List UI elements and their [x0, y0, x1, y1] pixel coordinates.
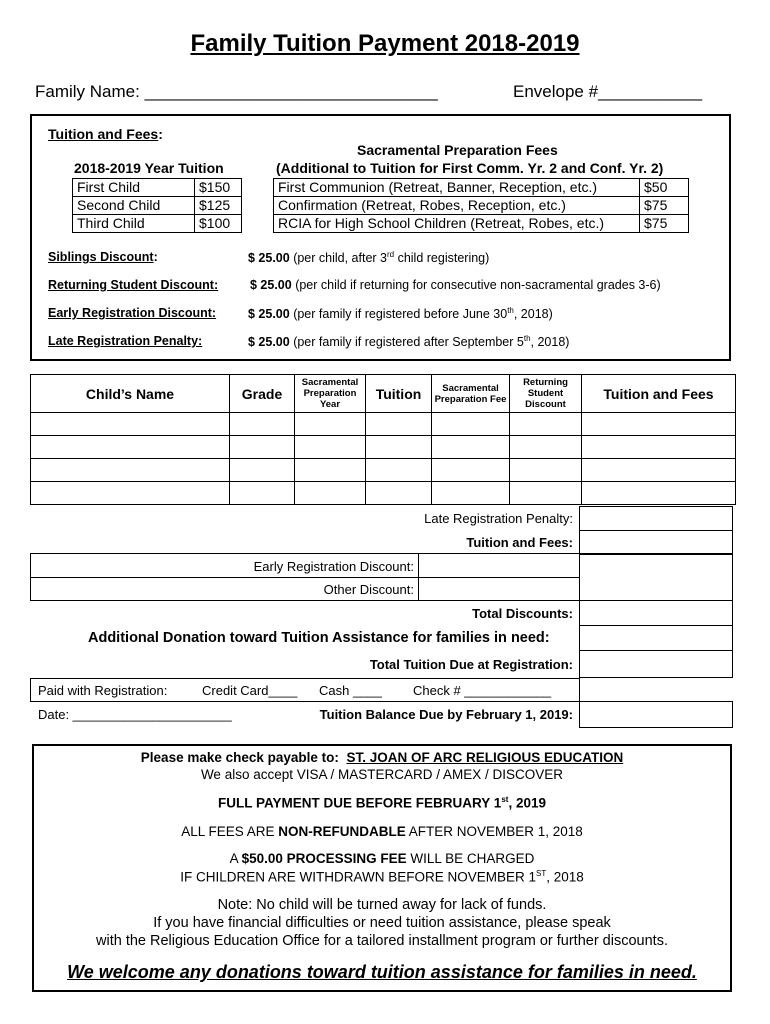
col-sac-year: Sacramental Preparation Year — [295, 375, 366, 413]
full-payment-due: FULL PAYMENT DUE BEFORE FEBRUARY 1st, 2019 — [218, 795, 546, 811]
paid-with-label: Paid with Registration: — [38, 683, 168, 698]
sacramental-row: RCIA for High School Children (Retreat, Robes, etc.) $75 — [274, 215, 689, 233]
sacramental-fees-title: Sacramental Preparation Fees — [357, 142, 558, 158]
sacramental-row: Confirmation (Retreat, Robes, Reception, etc.) $75 — [274, 197, 689, 215]
late-registration-penalty: Late Registration Penalty: $ 25.00 (per family if registered after September 5th, 2018) — [48, 334, 570, 350]
note-line-2: If you have financial difficulties or need tuition assistance, please speak — [153, 915, 611, 931]
col-tuition: Tuition — [366, 375, 432, 413]
non-refundable-notice: ALL FEES ARE NON-REFUNDABLE AFTER NOVEMBER 1, 2018 — [181, 824, 583, 839]
payable-to: Please make check payable to: ST. JOAN OF ARC RELIGIOUS EDUCATION — [140, 750, 624, 765]
accepted-cards: We also accept VISA / MASTERCARD / AMEX / DISCOVER — [200, 767, 564, 782]
tuition-fees-heading: Tuition and Fees: — [48, 126, 163, 142]
date-field[interactable]: Date: ______________________ — [38, 707, 232, 722]
sacramental-fees-subtitle: (Additional to Tuition for First Comm. Yr. 2 and Conf. Yr. 2) — [276, 160, 664, 176]
table-row[interactable] — [31, 482, 736, 505]
tuition-table — [72, 178, 242, 233]
col-tuition-and-fees: Tuition and Fees — [582, 375, 736, 413]
early-discount-label: Early Registration Discount: — [253, 559, 414, 574]
tuition-row: Third Child $100 — [73, 215, 242, 233]
col-grade: Grade — [230, 375, 295, 413]
credit-card-option[interactable]: Credit Card____ — [202, 683, 298, 698]
tuition-row: Second Child $125 — [73, 197, 242, 215]
total-discounts-label: Total Discounts: — [472, 606, 573, 621]
tuition-fees-box — [30, 114, 731, 361]
table-row[interactable] — [31, 459, 736, 482]
early-registration-discount: Early Registration Discount: $ 25.00 (per family if registered before June 30th, 2018) — [48, 306, 553, 322]
sacramental-row: First Communion (Retreat, Banner, Reception, etc.) $50 — [274, 179, 689, 197]
page-title: Family Tuition Payment 2018-2019 — [190, 30, 580, 57]
tuition-fees-box[interactable] — [579, 530, 733, 555]
donation-box[interactable] — [579, 625, 733, 651]
total-due-label: Total Tuition Due at Registration: — [369, 657, 573, 672]
late-penalty-box[interactable] — [579, 506, 733, 531]
late-penalty-label: Late Registration Penalty: — [424, 511, 573, 526]
donation-welcome: We welcome any donations toward tuition assistance for families in need. — [67, 962, 697, 982]
envelope-number-field[interactable]: Envelope #___________ — [513, 82, 703, 101]
total-discounts-box[interactable] — [579, 600, 733, 626]
tuition-table-title: 2018-2019 Year Tuition — [74, 160, 224, 176]
siblings-discount: Siblings Discount: $ 25.00 (per child, after 3rd child registering) — [48, 250, 490, 266]
tuition-row: First Child $150 — [73, 179, 242, 197]
sacramental-table — [273, 178, 689, 233]
other-discount-label: Other Discount: — [323, 582, 414, 597]
family-name-field[interactable]: Family Name: _______________________________ — [35, 82, 438, 101]
col-childs-name: Child’s Name — [31, 375, 230, 413]
withdrawn-notice: IF CHILDREN ARE WITHDRAWN BEFORE NOVEMBER 1ST, 2018 — [180, 869, 584, 885]
children-table-header — [31, 375, 736, 413]
check-number-field[interactable]: Check # ____________ — [413, 683, 552, 698]
cash-option[interactable]: Cash ____ — [319, 683, 382, 698]
tuition-fees-label: Tuition and Fees: — [466, 535, 573, 550]
note-line-1: Note: No child will be turned away for lack of funds. — [217, 897, 547, 913]
discount-amounts-box[interactable] — [579, 553, 733, 601]
note-line-3: with the Religious Education Office for a tailored installment program or further discounts. — [96, 933, 668, 949]
total-due-box[interactable] — [579, 650, 733, 678]
col-sac-fee: Sacramental Preparation Fee — [432, 375, 510, 413]
balance-due-box[interactable] — [579, 701, 733, 728]
processing-fee-notice: A $50.00 PROCESSING FEE WILL BE CHARGED — [229, 851, 535, 866]
donation-label: Additional Donation toward Tuition Assistance for families in need: — [88, 630, 550, 646]
col-returning-discount: Returning Student Discount — [510, 375, 582, 413]
table-row[interactable] — [31, 413, 736, 436]
returning-student-discount: Returning Student Discount: $ 25.00 (per child if returning for consecutive non-sacramental grades 3-6) — [48, 278, 661, 292]
balance-due-label: Tuition Balance Due by February 1, 2019: — [319, 707, 573, 722]
children-table — [30, 374, 736, 505]
table-row[interactable] — [31, 436, 736, 459]
